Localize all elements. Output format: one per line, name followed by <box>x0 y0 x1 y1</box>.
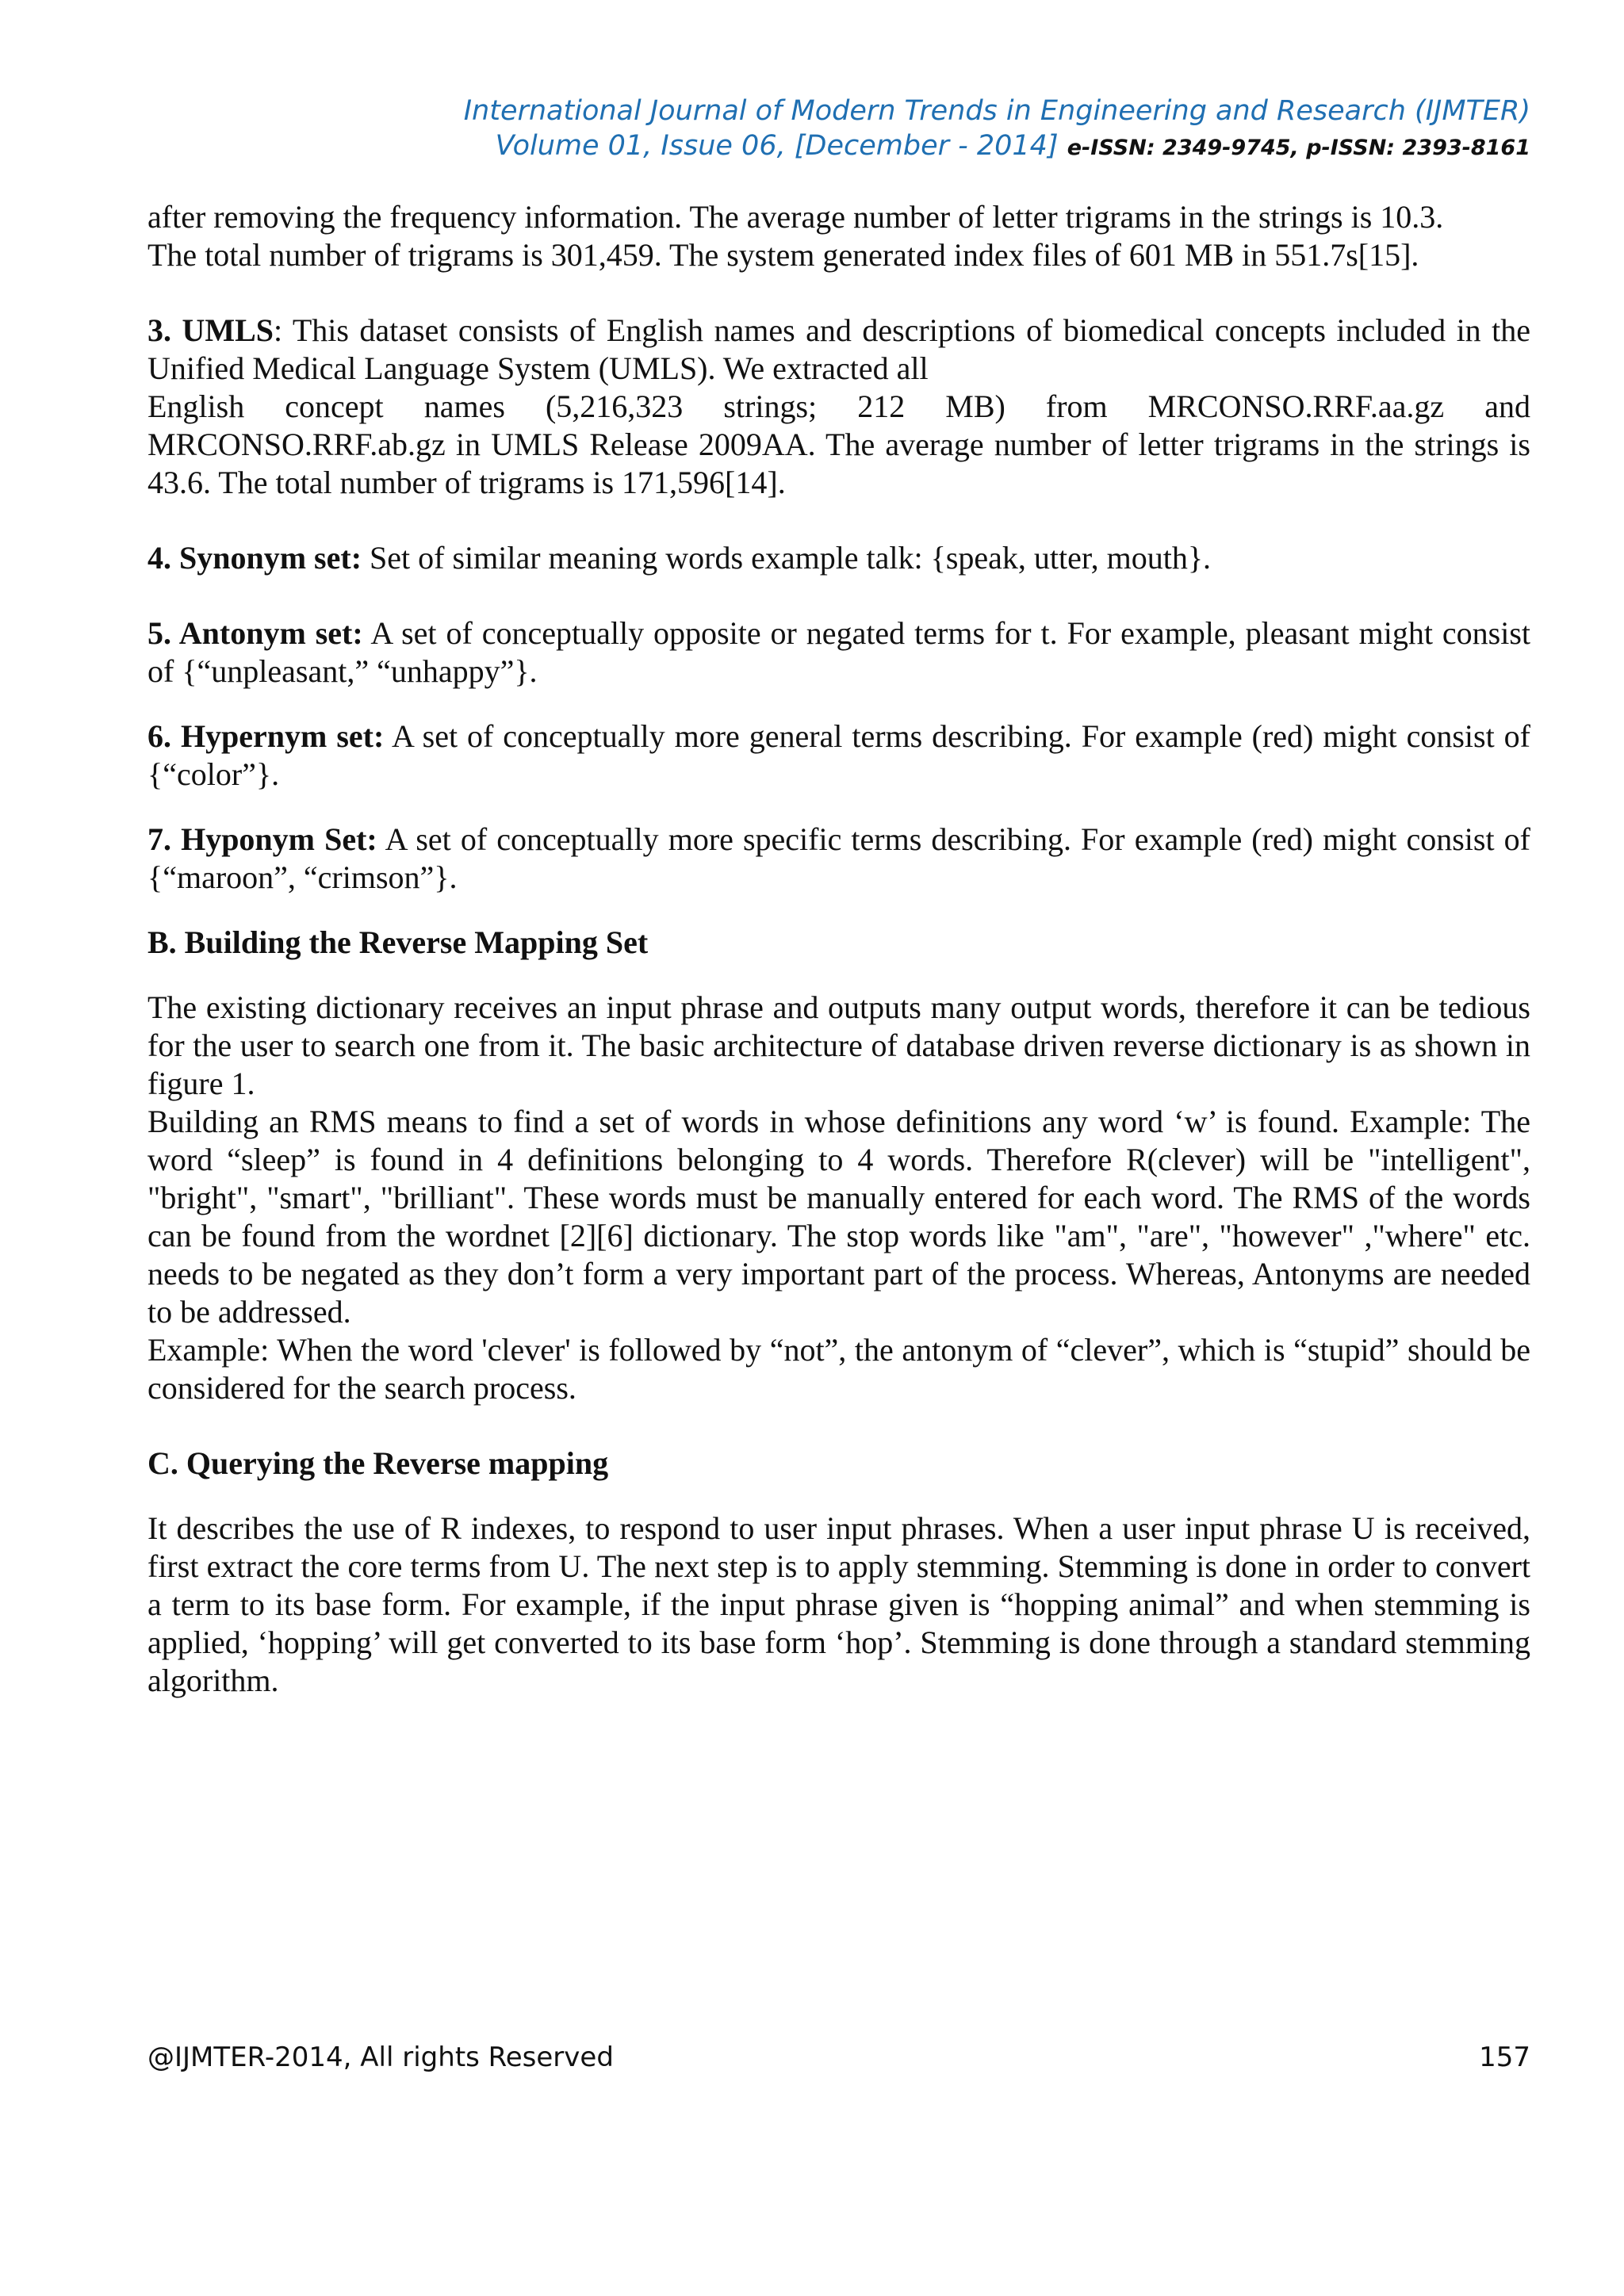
page-header <box>341 94 1530 166</box>
journal-issn: e-ISSN: 2349-9745, p-ISSN: 2393-8161 <box>1067 136 1530 160</box>
section-heading-b: B. Building the Reverse Mapping Set <box>147 924 649 960</box>
journal-title: International Journal of Modern Trends in Engineering and Research (IJMTER) <box>463 95 1530 127</box>
journal-volume-line <box>341 128 1530 166</box>
synonym-text: Set of similar meaning words example talk: {speak, utter, mouth}. <box>362 540 1212 576</box>
hyponym-text: A set of conceptually more specific terms describing. For example (red) might consist of {“maroon”, “crimson”}. <box>147 821 1530 895</box>
section-heading-c: C. Querying the Reverse mapping <box>147 1445 609 1481</box>
page-content <box>147 198 1530 1700</box>
journal-volume: Volume 01, Issue 06, [December - 2014] <box>495 130 1059 162</box>
paragraph-b-1: The existing dictionary receives an input phrase and outputs many output words, therefore it can be tedious for the user to search one from it. The basic architecture of database driven reverse dictionary is as shown in figure 1. <box>147 989 1530 1101</box>
page-number: 157 <box>1479 2042 1530 2073</box>
paragraph-synonym <box>147 539 1530 577</box>
paragraph-intro-1: after removing the frequency information. The average number of letter trigrams in the strings is 10.3. <box>147 199 1444 235</box>
antonym-label: 5. Antonym set: <box>147 615 363 651</box>
paragraph-antonym <box>147 614 1530 691</box>
antonym-text: A set of conceptually opposite or negated terms for t. For example, pleasant might consist of {“unpleasant,” “unhappy”}. <box>147 615 1530 689</box>
paragraph-hypernym <box>147 718 1530 794</box>
hyponym-label: 7. Hyponym Set: <box>147 821 377 857</box>
paragraph-intro-2: The total number of trigrams is 301,459. The system generated index files of 601 MB in 551.7s[15]. <box>147 237 1419 273</box>
paragraph-b-2: Building an RMS means to find a set of words in whose definitions any word ‘w’ is found. Example: The word “sleep” is found in 4 definitions belonging to 4 words. Therefore R(clever) will be "intelligent", "bright", "smart", "brilliant". These words must be manually entered for each word. The RMS of the words can be found from the wordnet [2][6] dictionary. The stop words like "am", "are", "however" ,"where" etc. needs to be negated as they don’t form a very important part of the process. Whereas, Antonyms are needed to be addressed. <box>147 1104 1530 1330</box>
hypernym-label: 6. Hypernym set: <box>147 718 385 754</box>
paragraph-b-3: Example: When the word 'clever' is followed by “not”, the antonym of “clever”, which is “stupid” should be considered for the search process. <box>147 1332 1530 1406</box>
footer-copyright: @IJMTER-2014, All rights Reserved <box>147 2042 614 2073</box>
umls-label: 3. UMLS <box>147 312 274 348</box>
paragraph-hyponym <box>147 821 1530 897</box>
paragraph-umls <box>147 312 1530 388</box>
paragraph-umls-continued: English concept names (5,216,323 strings; 212 MB) from MRCONSO.RRF.aa.gz and MRCONSO.RRF.ab.gz in UMLS Release 2009AA. The average number of letter trigrams in the strings is 43.6. The total number of trigrams is 171,596[14]. <box>147 388 1530 500</box>
page-footer <box>147 2039 1530 2076</box>
hypernym-text: A set of conceptually more general terms describing. For example (red) might consist of {“color”}. <box>147 718 1530 792</box>
umls-text: : This dataset consists of English names and descriptions of biomedical concepts included in the Unified Medical Language System (UMLS). We extracted all <box>147 312 1530 386</box>
synonym-label: 4. Synonym set: <box>147 540 362 576</box>
paragraph-c-1: It describes the use of R indexes, to respond to user input phrases. When a user input phrase U is received, first extract the core terms from U. The next step is to apply stemming. Stemming is done in order to convert a term to its base form. For example, if the input phrase given is “hopping animal” and when stemming is applied, ‘hopping’ will get converted to its base form ‘hop’. Stemming is done through a standard stemming algorithm. <box>147 1510 1530 1698</box>
